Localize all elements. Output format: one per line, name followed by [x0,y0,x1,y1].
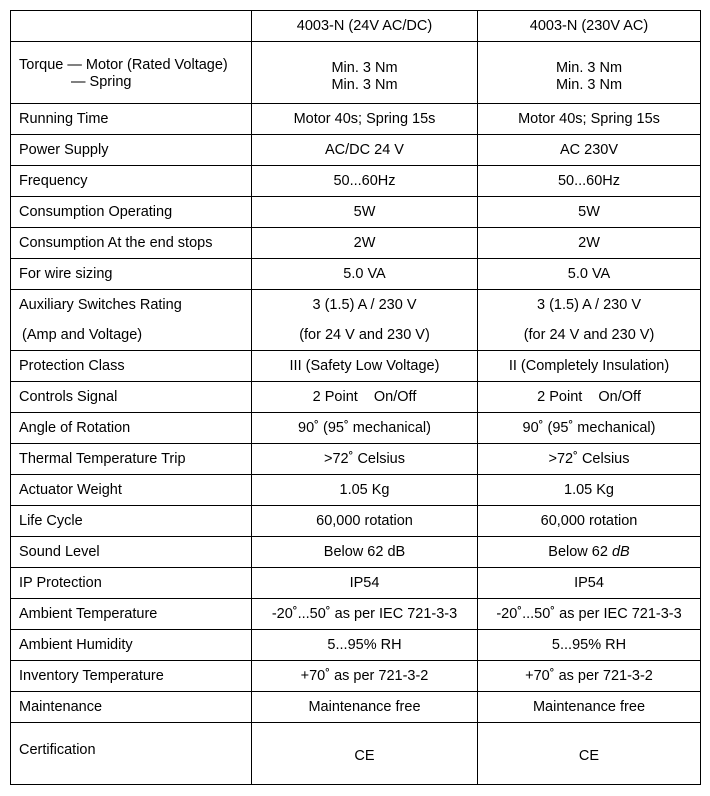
header-row [11,11,701,42]
spec-table [10,10,701,785]
sound-value-unit: dB [611,543,630,560]
row-label: Consumption Operating [11,197,252,228]
row-value-24v [252,723,478,785]
row-value-230v: >72˚ Celsius [478,444,701,475]
row-value-24v [252,290,478,351]
row-label [11,42,252,104]
row-value-230v: 5.0 VA [478,259,701,290]
row-value-230v: II (Completely Insulation) [478,351,701,382]
row-label: IP Protection [11,568,252,599]
certification-value: CE [578,748,600,764]
row-value-230v [478,537,701,568]
aux-rating-value: 3 (1.5) A / 230 V [312,296,417,313]
torque-label-motor: Torque — Motor (Rated Voltage) [19,57,228,73]
table-row [11,382,701,413]
table-row-sound-level [11,537,701,568]
torque-spring-value: Min. 3 Nm [555,76,623,93]
row-value-230v [478,290,701,351]
row-label: Life Cycle [11,506,252,537]
table-row [11,166,701,197]
row-value-24v: 2 Point On/Off [252,382,478,413]
row-value-24v: IP54 [252,568,478,599]
row-label: Actuator Weight [11,475,252,506]
table-row [11,351,701,382]
torque-motor-value: Min. 3 Nm [331,59,398,76]
table-row [11,444,701,475]
table-row [11,475,701,506]
row-value-230v [478,42,701,104]
row-label: Consumption At the end stops [11,228,252,259]
aux-label-rating: Auxiliary Switches Rating [19,296,182,313]
row-value-24v: 2W [252,228,478,259]
row-value-24v: 5...95% RH [252,630,478,661]
row-label: Maintenance [11,692,252,723]
row-label: Ambient Temperature [11,599,252,630]
table-row [11,630,701,661]
row-label: Running Time [11,104,252,135]
row-label: Frequency [11,166,252,197]
row-label: Protection Class [11,351,252,382]
certification-value: CE [354,748,375,764]
row-value-24v: Motor 40s; Spring 15s [252,104,478,135]
table-row [11,692,701,723]
row-value-230v: 60,000 rotation [478,506,701,537]
row-label: Controls Signal [11,382,252,413]
row-value-230v: -20˚...50˚ as per IEC 721-3-3 [478,599,701,630]
table-row-certification [11,723,701,785]
row-label: Ambient Humidity [11,630,252,661]
table-row [11,568,701,599]
header-model-24v: 4003-N (24V AC/DC) [252,11,478,42]
aux-voltage-note: (for 24 V and 230 V) [299,326,430,343]
header-model-230v: 4003-N (230V AC) [478,11,701,42]
row-value-230v: 5...95% RH [478,630,701,661]
table-row [11,661,701,692]
row-value-24v [252,42,478,104]
row-value-230v: 1.05 Kg [478,475,701,506]
table-row [11,259,701,290]
table-row-aux-switches [11,290,701,351]
row-value-230v: AC 230V [478,135,701,166]
torque-label-spring: — Spring [71,74,132,90]
row-value-24v: 50...60Hz [252,166,478,197]
row-label: Power Supply [11,135,252,166]
sound-value-text: Below 62 [548,543,612,560]
row-value-230v: Motor 40s; Spring 15s [478,104,701,135]
aux-rating-value: 3 (1.5) A / 230 V [537,296,641,313]
table-row [11,104,701,135]
row-value-230v: 50...60Hz [478,166,701,197]
row-value-230v: 2W [478,228,701,259]
row-value-24v: 5.0 VA [252,259,478,290]
row-label: Inventory Temperature [11,661,252,692]
torque-spring-value: Min. 3 Nm [331,76,398,93]
row-label: For wire sizing [11,259,252,290]
table-row [11,135,701,166]
row-value-24v: 1.05 Kg [252,475,478,506]
aux-label-amp-voltage: (Amp and Voltage) [22,326,143,343]
row-value-230v: Maintenance free [478,692,701,723]
aux-voltage-note: (for 24 V and 230 V) [523,326,655,343]
row-value-24v: 60,000 rotation [252,506,478,537]
torque-motor-value: Min. 3 Nm [555,59,623,76]
row-value-230v: IP54 [478,568,701,599]
row-label: Sound Level [11,537,252,568]
row-value-230v: 90˚ (95˚ mechanical) [478,413,701,444]
table-row [11,506,701,537]
row-label [11,290,252,351]
header-empty-cell [11,11,252,42]
row-value-24v: +70˚ as per 721-3-2 [252,661,478,692]
certification-label: Certification [19,742,96,758]
row-value-24v: III (Safety Low Voltage) [252,351,478,382]
row-value-24v: 5W [252,197,478,228]
row-value-24v: 90˚ (95˚ mechanical) [252,413,478,444]
table-row [11,413,701,444]
table-row-torque [11,42,701,104]
table-row [11,228,701,259]
row-label: Thermal Temperature Trip [11,444,252,475]
row-value-24v: Maintenance free [252,692,478,723]
row-value-230v: 5W [478,197,701,228]
row-value-230v [478,723,701,785]
table-row [11,599,701,630]
row-label: Angle of Rotation [11,413,252,444]
table-row [11,197,701,228]
row-value-24v: AC/DC 24 V [252,135,478,166]
row-value-24v: >72˚ Celsius [252,444,478,475]
row-label [11,723,252,785]
row-value-230v: +70˚ as per 721-3-2 [478,661,701,692]
row-value-230v: 2 Point On/Off [478,382,701,413]
row-value-24v: Below 62 dB [252,537,478,568]
row-value-24v: -20˚...50˚ as per IEC 721-3-3 [252,599,478,630]
